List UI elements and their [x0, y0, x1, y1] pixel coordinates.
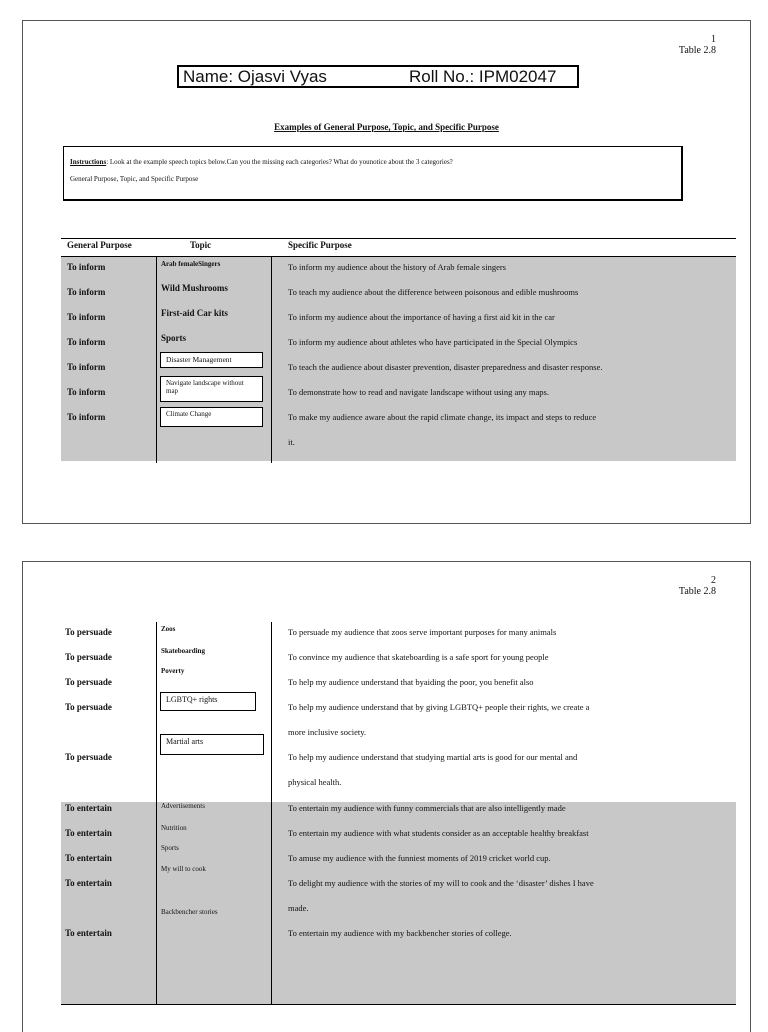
column-divider: [156, 802, 157, 1005]
page-number: 2 Table 2.8: [678, 575, 716, 597]
topic-cell: Arab femaleSingers: [161, 260, 221, 268]
general-purpose-cell: To inform: [67, 262, 106, 272]
student-name: Name: Ojasvi Vyas: [183, 66, 327, 86]
topic-cell: Wild Mushrooms: [161, 283, 228, 293]
document-page-1: [22, 20, 751, 524]
specific-purpose-cell: To teach the audience about disaster prevention, disaster preparedness and disaster response.: [288, 362, 603, 372]
column-divider: [156, 622, 157, 802]
roll-number: Roll No.: IPM02047: [409, 66, 557, 86]
column-divider: [271, 802, 272, 1005]
instructions-label: Instructions: [70, 158, 107, 166]
topic-cell: Skateboarding: [161, 647, 205, 655]
general-purpose-cell: To inform: [67, 287, 106, 297]
specific-purpose-cell: To help my audience understand that by giving LGBTQ+ people their rights, we create a: [288, 702, 590, 712]
table-title: Examples of General Purpose, Topic, and Specific Purpose: [274, 122, 499, 132]
header-rule: [61, 256, 736, 257]
document-page-2: [22, 561, 751, 1032]
specific-purpose-cell: To persuade my audience that zoos serve important purposes for many animals: [288, 627, 557, 637]
column-divider: [271, 622, 272, 802]
general-purpose-cell: To entertain: [65, 803, 112, 813]
instructions-box: [63, 146, 683, 201]
topic-cell: Nutrition: [161, 824, 187, 832]
general-purpose-cell: To persuade: [65, 652, 112, 662]
general-purpose-cell: To entertain: [65, 928, 112, 938]
general-purpose-cell: To entertain: [65, 878, 112, 888]
general-purpose-cell: To inform: [67, 412, 106, 422]
general-purpose-cell: To persuade: [65, 627, 112, 637]
table-bottom-rule: [61, 1004, 736, 1005]
specific-purpose-continuation: more inclusive society.: [288, 727, 367, 737]
instructions-line2: General Purpose, Topic, and Specific Purpose: [70, 175, 199, 183]
header-general-purpose: General Purpose: [67, 240, 132, 250]
specific-purpose-continuation: it.: [288, 437, 295, 447]
topic-cell: LGBTQ+ rights: [160, 692, 256, 711]
specific-purpose-cell: To convince my audience that skateboarding is a safe sport for young people: [288, 652, 549, 662]
general-purpose-cell: To inform: [67, 337, 106, 347]
general-purpose-cell: To inform: [67, 387, 106, 397]
general-purpose-cell: To entertain: [65, 853, 112, 863]
specific-purpose-cell: To make my audience aware about the rapid climate change, its impact and steps to reduce: [288, 412, 597, 422]
topic-cell: Sports: [161, 333, 187, 343]
name-roll-box: [177, 65, 579, 88]
instructions-text: : Look at the example speech topics below.Can you the missing each categories? What do younotice about the 3 categories?: [106, 158, 453, 166]
specific-purpose-cell: To delight my audience with the stories of my will to cook and the ‘disaster’ dishes I have: [288, 878, 594, 888]
specific-purpose-cell: To inform my audience about the importance of having a first aid kit in the car: [288, 312, 555, 322]
specific-purpose-cell: To demonstrate how to read and navigate landscape without using any maps.: [288, 387, 549, 397]
specific-purpose-continuation: made.: [288, 903, 309, 913]
specific-purpose-cell: To entertain my audience with what students consider as an acceptable healthy breakfast: [288, 828, 589, 838]
specific-purpose-cell: To amuse my audience with the funniest moments of 2019 cricket world cup.: [288, 853, 551, 863]
header-specific-purpose: Specific Purpose: [288, 240, 352, 250]
topic-cell: Poverty: [161, 667, 185, 675]
specific-purpose-cell: To help my audience understand that byaiding the poor, you benefit also: [288, 677, 534, 687]
general-purpose-cell: To persuade: [65, 677, 112, 687]
topic-cell: Martial arts: [160, 734, 264, 755]
general-purpose-cell: To persuade: [65, 702, 112, 712]
general-purpose-cell: To entertain: [65, 828, 112, 838]
specific-purpose-continuation: physical health.: [288, 777, 342, 787]
general-purpose-cell: To persuade: [65, 752, 112, 762]
specific-purpose-cell: To inform my audience about athletes who have participated in the Special Olympics: [288, 337, 578, 347]
topic-cell: First-aid Car kits: [161, 308, 228, 318]
specific-purpose-cell: To inform my audience about the history of Arab female singers: [288, 262, 506, 272]
page-number: 1 Table 2.8: [678, 34, 716, 56]
topic-cell: Disaster Management: [160, 352, 263, 368]
column-divider: [271, 257, 272, 463]
topic-cell: Backbencher stories: [161, 908, 218, 916]
topic-cell: Zoos: [161, 625, 176, 633]
specific-purpose-cell: To teach my audience about the difference between poisonous and edible mushrooms: [288, 287, 579, 297]
topic-cell: Climate Change: [160, 407, 263, 427]
header-topic: Topic: [190, 240, 212, 250]
specific-purpose-cell: To help my audience understand that studying martial arts is good for our mental and: [288, 752, 578, 762]
general-purpose-cell: To inform: [67, 362, 106, 372]
specific-purpose-cell: To entertain my audience with my backbencher stories of college.: [288, 928, 512, 938]
column-divider: [156, 257, 157, 463]
topic-cell: Sports: [161, 844, 179, 852]
topic-cell: Navigate landscape without map: [160, 376, 263, 402]
specific-purpose-cell: To entertain my audience with funny commercials that are also intelligently made: [288, 803, 566, 813]
table-top-rule: [61, 238, 736, 239]
topic-cell: Advertisements: [161, 802, 205, 810]
topic-cell: My will to cook: [161, 865, 206, 873]
general-purpose-cell: To inform: [67, 312, 106, 322]
